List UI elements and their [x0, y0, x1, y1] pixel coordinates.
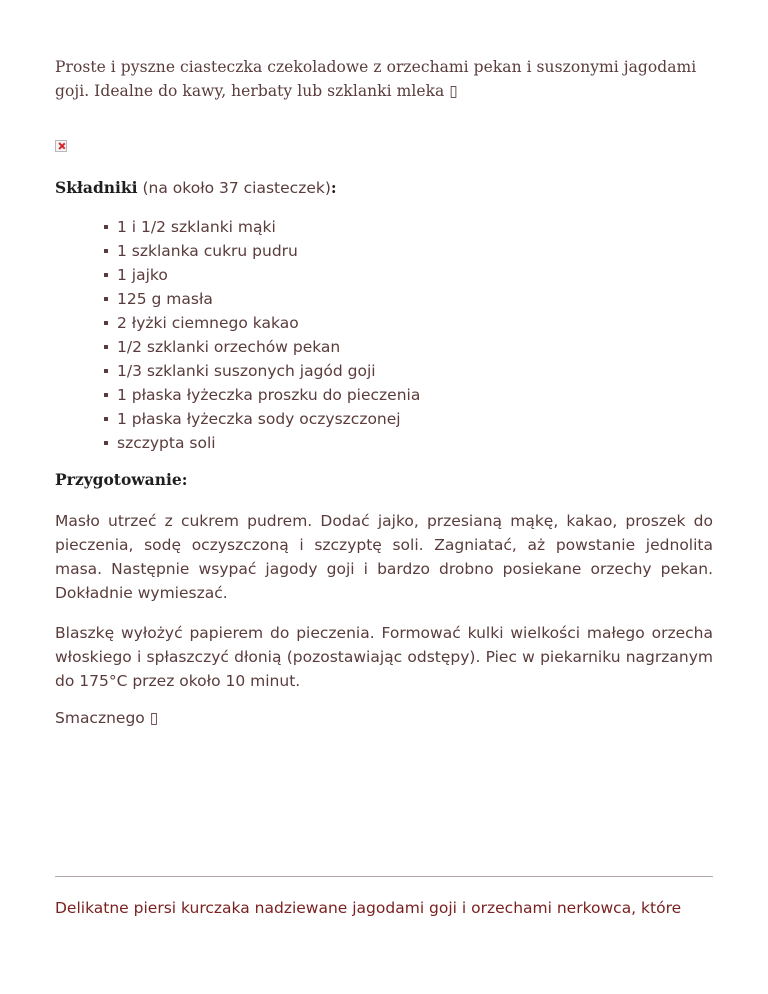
ingredients-yield-note: (na około 37 ciasteczek) — [137, 179, 331, 197]
list-item: 1 płaska łyżeczka sody oczyszczonej — [103, 407, 420, 431]
divider — [55, 876, 713, 877]
list-item: 1/3 szklanki suszonych jagód goji — [103, 359, 420, 383]
ingredients-list — [103, 215, 420, 455]
preparation-step-2: Blaszkę wyłożyć papierem do pieczenia. Formować kulki wielkości małego orzecha włoskiego i spłaszczyć dłonią (pozostawiając odstępy). Piec w piekarniku nagrzanym do 175°C przez około 10 minut. — [55, 624, 713, 690]
list-item: 1 szklanka cukru pudru — [103, 239, 420, 263]
ingredients-heading — [55, 176, 337, 200]
list-item: 2 łyżki ciemnego kakao — [103, 311, 420, 335]
list-item: 1 jajko — [103, 263, 420, 287]
ingredients-title: Składniki — [55, 178, 138, 197]
preparation-step-1: Masło utrzeć z cukrem pudrem. Dodać jajko, przesianą mąkę, kakao, proszek do pieczenia, sodę oczyszczoną i szczyptę soli. Zagniatać, aż powstanie jednolita masa. Następnie wsypać jagody goji i bardzo drobno posiekane orzechy pekan. Dokładnie wymieszać. — [55, 512, 713, 602]
preparation-heading: Przygotowanie: — [55, 470, 188, 489]
list-item: 1 płaska łyżeczka proszku do pieczenia — [103, 383, 420, 407]
intro-paragraph: Proste i pyszne ciasteczka czekoladowe z orzechami pekan i suszonymi jagodami goji. Idealne do kawy, herbaty lub szklanki mleka ▯ — [55, 58, 697, 100]
ingredients-colon: : — [330, 178, 337, 197]
broken-image-icon — [55, 140, 67, 152]
list-item: 125 g masła — [103, 287, 420, 311]
list-item: szczypta soli — [103, 431, 420, 455]
list-item: 1 i 1/2 szklanki mąki — [103, 215, 420, 239]
next-post-link[interactable]: Delikatne piersi kurczaka nadziewane jagodami goji i orzechami nerkowca, które — [55, 899, 682, 917]
list-item: 1/2 szklanki orzechów pekan — [103, 335, 420, 359]
closing-text: Smacznego ▯ — [55, 709, 159, 727]
